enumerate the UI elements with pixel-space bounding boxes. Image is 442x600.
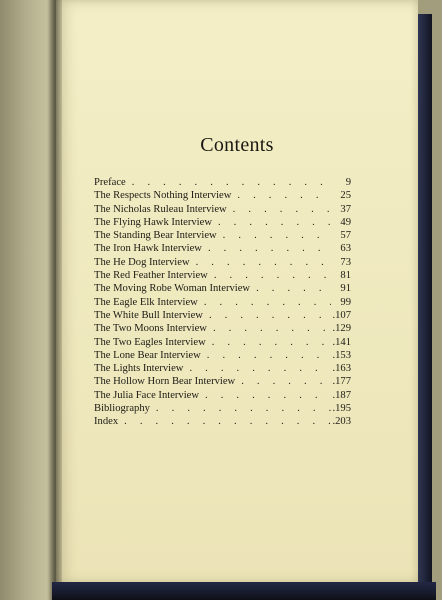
toc-entry	[94, 362, 351, 375]
toc-entry-title: Bibliography	[94, 403, 150, 415]
toc-entry	[94, 322, 351, 335]
toc-entry	[94, 203, 351, 216]
toc-entry-title: The Moving Robe Woman Interview	[94, 283, 251, 295]
dot-leader	[208, 269, 331, 282]
toc-entry-title: The Standing Bear Interview	[94, 230, 217, 242]
dot-leader	[190, 256, 331, 269]
toc-entry	[94, 176, 351, 189]
book-cover-bottom	[52, 582, 436, 600]
toc-entry-title: The Nicholas Ruleau Interview	[94, 203, 227, 215]
book-gutter	[48, 0, 62, 600]
toc-entry	[94, 282, 351, 295]
dot-leader	[206, 336, 331, 349]
toc-page-number: .141	[332, 336, 351, 348]
dot-leader	[150, 402, 331, 415]
toc-page-number: .107	[332, 309, 351, 321]
toc-entry-title: The He Dog Interview	[94, 256, 190, 268]
toc-page-number: 57	[340, 230, 351, 242]
toc-entry	[94, 349, 351, 362]
dot-leader	[212, 216, 331, 229]
dot-leader	[207, 322, 331, 335]
toc-entry-title: The Iron Hawk Interview	[94, 243, 202, 255]
toc-entry	[94, 336, 351, 349]
dot-leader	[217, 229, 331, 242]
dot-leader	[235, 375, 331, 388]
toc-entry-title: The Hollow Horn Bear Interview	[94, 376, 236, 388]
toc-entry	[94, 229, 351, 242]
toc-entry	[94, 309, 351, 322]
toc-entry	[94, 216, 351, 229]
toc-page-number: 25	[340, 190, 351, 202]
toc-entry-title: Preface	[94, 177, 126, 188]
dot-leader	[118, 415, 331, 428]
toc-entry	[94, 256, 351, 269]
toc-page-number: 81	[340, 270, 351, 282]
dot-leader	[126, 176, 331, 189]
toc-page-number: .163	[332, 363, 351, 375]
toc-page-number: .129	[332, 323, 351, 335]
toc-entry-title: The Eagle Elk Interview	[94, 296, 198, 308]
dot-leader	[199, 389, 331, 402]
dot-leader	[201, 349, 331, 362]
toc-page-number: 37	[340, 203, 351, 215]
toc-page-number: .153	[332, 349, 351, 361]
toc-page-number: .187	[332, 389, 351, 401]
book-cover-edge	[418, 14, 432, 588]
dot-leader	[227, 203, 331, 216]
toc-page-number: 9	[345, 177, 351, 188]
toc-page-number: .195	[332, 403, 351, 415]
toc-entry-title: The Two Moons Interview	[94, 323, 207, 335]
dot-leader	[231, 189, 331, 202]
table-of-contents	[94, 176, 351, 429]
toc-entry	[94, 389, 351, 402]
dot-leader	[183, 362, 331, 375]
contents-heading: Contents	[200, 134, 274, 156]
dot-leader	[203, 309, 331, 322]
toc-entry-title: The Flying Hawk Interview	[94, 216, 212, 228]
toc-entry-title: The Red Feather Interview	[94, 270, 208, 282]
toc-entry	[94, 242, 351, 255]
toc-page-number: .203	[332, 416, 351, 428]
toc-entry	[94, 296, 351, 309]
dot-leader	[202, 242, 331, 255]
toc-entry-title: The Julia Face Interview	[94, 389, 200, 401]
toc-entry-title: The Lights Interview	[94, 363, 184, 375]
toc-entry	[94, 402, 351, 415]
toc-page-number: 49	[340, 216, 351, 228]
toc-entry	[94, 269, 351, 282]
toc-entry	[94, 189, 351, 202]
toc-page-number: 63	[340, 243, 351, 255]
toc-page-number: .177	[332, 376, 351, 388]
dot-leader	[198, 296, 331, 309]
toc-entry-title: The White Bull Interview	[94, 309, 203, 321]
toc-entry	[94, 375, 351, 388]
toc-entry-title: The Two Eagles Interview	[94, 336, 206, 348]
toc-entry	[94, 415, 351, 428]
dot-leader	[250, 282, 331, 295]
toc-page-number: 91	[340, 283, 351, 295]
toc-page-number: 99	[340, 296, 351, 308]
toc-entry-title: The Lone Bear Interview	[94, 349, 201, 361]
toc-entry-title: Index	[94, 416, 119, 428]
toc-entry-title: The Respects Nothing Interview	[94, 190, 232, 202]
toc-page-number: 73	[340, 256, 351, 268]
